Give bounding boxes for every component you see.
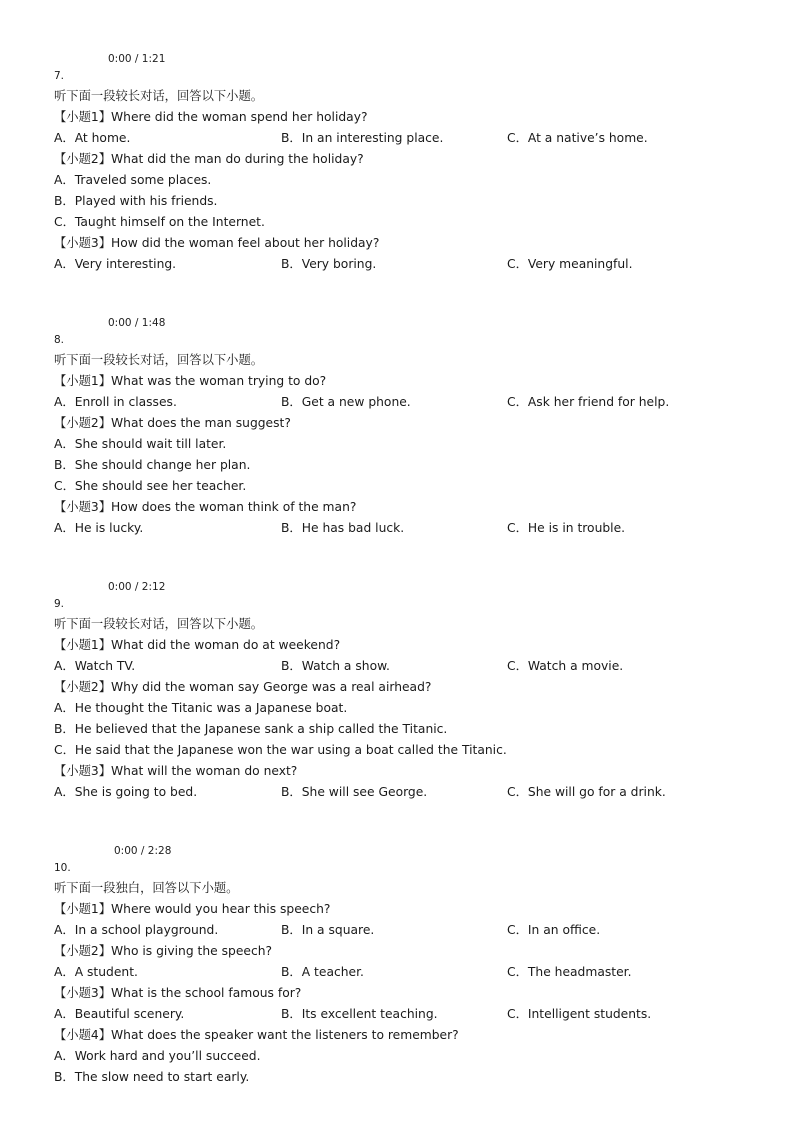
option-b: B．Its excellent teaching.: [281, 1007, 438, 1021]
option-c: C．She should see her teacher.: [54, 479, 247, 493]
option-c: C．He said that the Japanese won the war using a boat called the Titanic.: [54, 743, 507, 757]
options-row: [54, 656, 754, 677]
sub-question-prompt: 【小题1】Where did the woman spend her holiday?: [54, 110, 368, 124]
sub-question-prompt: 【小题3】What will the woman do next?: [54, 764, 298, 778]
question-number: 7.: [54, 70, 65, 82]
options-row: [54, 518, 754, 539]
option-a: A．She is going to bed.: [54, 785, 198, 799]
sub-question-prompt: 【小题1】What did the woman do at weekend?: [54, 638, 341, 652]
instruction: 听下面一段较长对话，回答以下小题。: [54, 89, 264, 103]
option-c: C．In an office.: [507, 923, 601, 937]
option-a: A．Beautiful scenery.: [54, 1007, 185, 1021]
options-row: [54, 392, 754, 413]
option-a: A．Enroll in classes.: [54, 395, 177, 409]
sub-question-prompt: 【小题1】Where would you hear this speech?: [54, 902, 331, 916]
option-c: C．Watch a movie.: [507, 659, 624, 673]
sub-question-prompt: 【小题2】What does the man suggest?: [54, 416, 291, 430]
option-a: A．She should wait till later.: [54, 437, 227, 451]
option-b: B．In an interesting place.: [281, 131, 444, 145]
options-row: [54, 782, 754, 803]
audio-time[interactable]: 0:00 / 1:48: [108, 317, 166, 329]
option-a: A．He is lucky.: [54, 521, 144, 535]
sub-question-prompt: 【小题2】Who is giving the speech?: [54, 944, 273, 958]
option-a: A．Traveled some places.: [54, 173, 212, 187]
option-b: B．Very boring.: [281, 257, 377, 271]
option-b: B．Played with his friends.: [54, 194, 218, 208]
sub-question-prompt: 【小题4】What does the speaker want the listeners to remember?: [54, 1028, 459, 1042]
audio-time[interactable]: 0:00 / 2:12: [108, 581, 166, 593]
option-a: A．Very interesting.: [54, 257, 177, 271]
question-block: [54, 332, 754, 539]
question-block: [54, 68, 754, 275]
option-a: A．A student.: [54, 965, 138, 979]
audio-time[interactable]: 0:00 / 2:28: [114, 845, 172, 857]
options-row: [54, 254, 754, 275]
option-c: C．Very meaningful.: [507, 257, 633, 271]
options-row: [54, 128, 754, 149]
option-b: B．The slow need to start early.: [54, 1070, 250, 1084]
sub-question-prompt: 【小题2】Why did the woman say George was a real airhead?: [54, 680, 432, 694]
option-c: C．Ask her friend for help.: [507, 395, 670, 409]
sub-question-prompt: 【小题3】How does the woman think of the man?: [54, 500, 357, 514]
option-a: A．Watch TV.: [54, 659, 136, 673]
option-b: B．She will see George.: [281, 785, 428, 799]
options-row: [54, 962, 754, 983]
audio-time[interactable]: 0:00 / 1:21: [108, 53, 166, 65]
sub-question-prompt: 【小题3】How did the woman feel about her holiday?: [54, 236, 380, 250]
question-block: [54, 860, 754, 1088]
option-a: A．In a school playground.: [54, 923, 219, 937]
sub-question-prompt: 【小题3】What is the school famous for?: [54, 986, 302, 1000]
option-c: C．Intelligent students.: [507, 1007, 652, 1021]
instruction: 听下面一段独白，回答以下小题。: [54, 881, 239, 895]
option-a: A．Work hard and you’ll succeed.: [54, 1049, 261, 1063]
option-b: B．A teacher.: [281, 965, 364, 979]
option-b: B．Watch a show.: [281, 659, 390, 673]
question-number: 10.: [54, 862, 71, 874]
option-b: B．Get a new phone.: [281, 395, 411, 409]
sub-question-prompt: 【小题2】What did the man do during the holiday?: [54, 152, 364, 166]
instruction: 听下面一段较长对话，回答以下小题。: [54, 353, 264, 367]
option-b: B．He has bad luck.: [281, 521, 405, 535]
option-c: C．She will go for a drink.: [507, 785, 666, 799]
option-c: C．The headmaster.: [507, 965, 632, 979]
question-number: 8.: [54, 334, 65, 346]
option-b: B．She should change her plan.: [54, 458, 251, 472]
question-block: [54, 596, 754, 803]
option-b: B．In a square.: [281, 923, 375, 937]
sub-question-prompt: 【小题1】What was the woman trying to do?: [54, 374, 327, 388]
options-row: [54, 1004, 754, 1025]
option-b: B．He believed that the Japanese sank a ship called the Titanic.: [54, 722, 448, 736]
option-c: C．At a native’s home.: [507, 131, 648, 145]
option-a: A．He thought the Titanic was a Japanese boat.: [54, 701, 348, 715]
option-c: C．He is in trouble.: [507, 521, 626, 535]
question-number: 9.: [54, 598, 65, 610]
option-c: C．Taught himself on the Internet.: [54, 215, 265, 229]
options-row: [54, 920, 754, 941]
instruction: 听下面一段较长对话，回答以下小题。: [54, 617, 264, 631]
option-a: A．At home.: [54, 131, 131, 145]
